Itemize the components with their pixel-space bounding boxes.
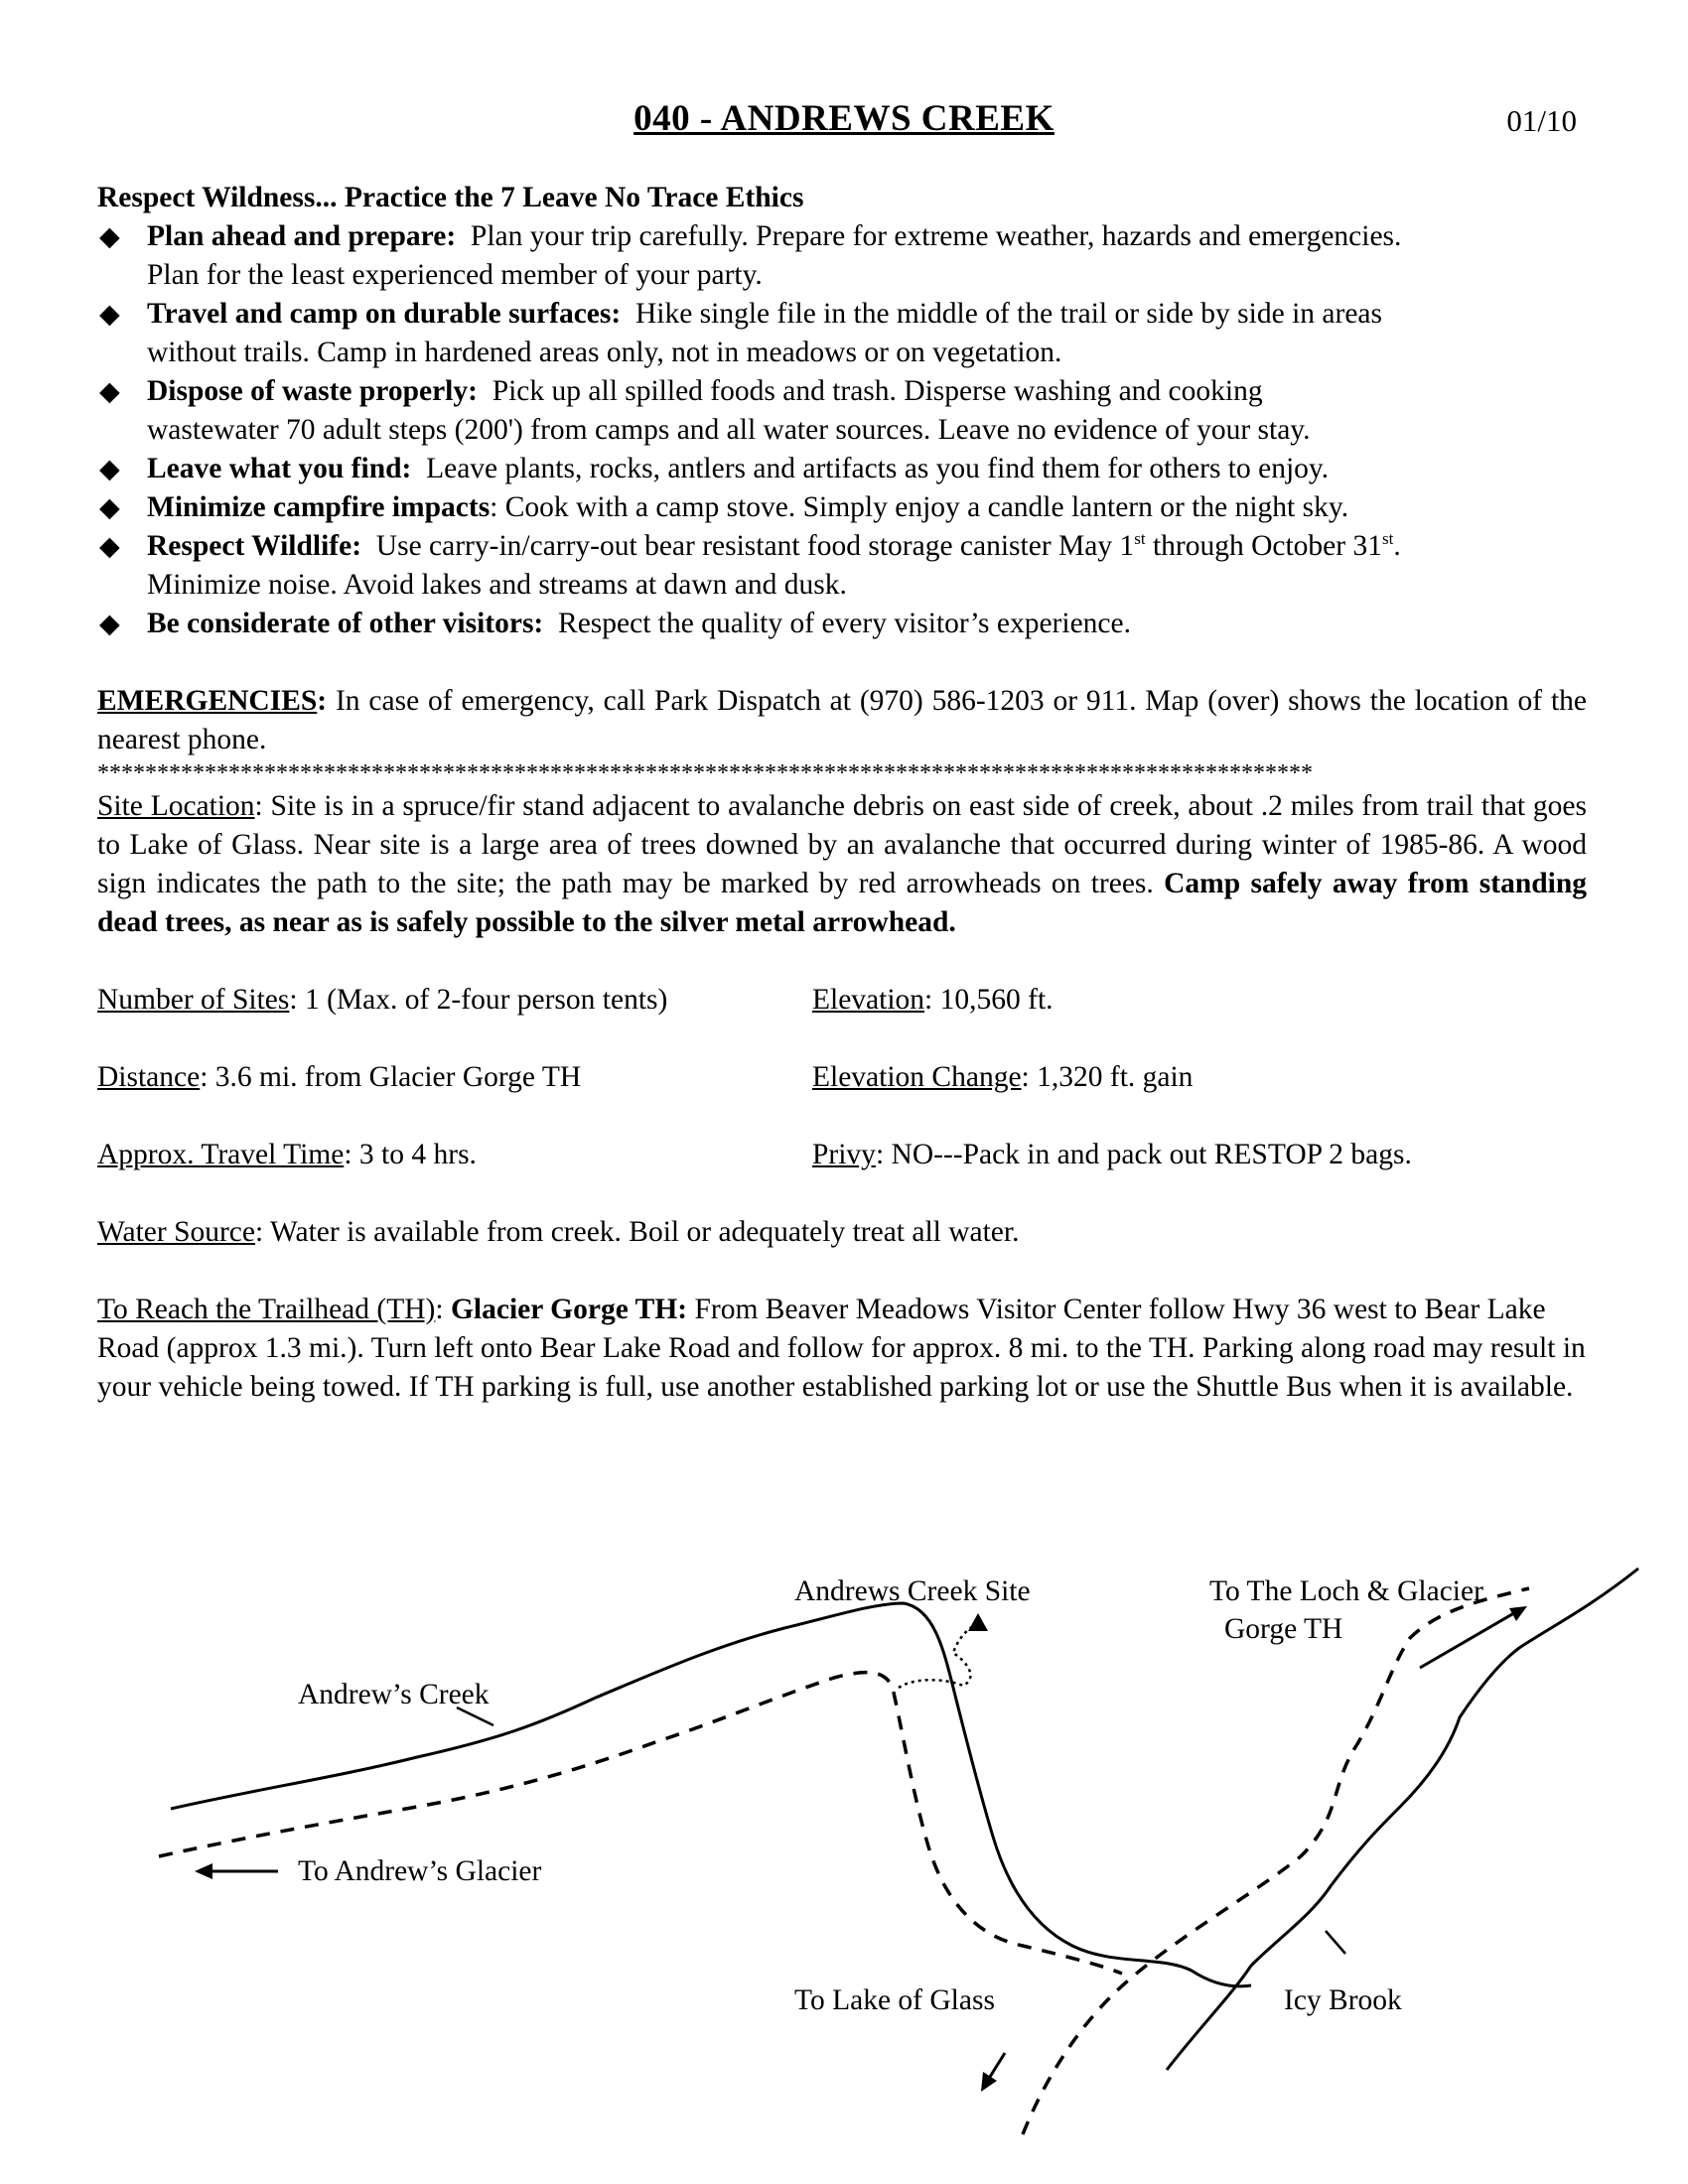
lnt-item-label: Plan ahead and prepare: bbox=[147, 220, 457, 252]
privy-value: : NO---Pack in and pack out RESTOP 2 bags. bbox=[875, 1139, 1412, 1170]
diamond-bullet-icon: ◆ bbox=[99, 221, 120, 251]
campsite-triangle-icon bbox=[968, 1613, 988, 1631]
lnt-list bbox=[97, 217, 1587, 643]
privy-label: Privy bbox=[812, 1139, 876, 1170]
diamond-bullet-icon: ◆ bbox=[99, 376, 120, 406]
travel-time-value: : 3 to 4 hrs. bbox=[344, 1139, 477, 1170]
lnt-item bbox=[97, 450, 1587, 488]
facts-row bbox=[97, 1058, 1587, 1097]
map-label-brook: Icy Brook bbox=[1284, 1984, 1402, 2016]
lnt-item-text-cont: wastewater 70 adult steps (200') from camps and all water sources. Leave no evidence of your stay. bbox=[147, 414, 1311, 446]
emergency-colon: : bbox=[317, 685, 328, 717]
lnt-item bbox=[97, 488, 1587, 527]
site-spur-trail bbox=[899, 1623, 978, 1688]
arrow-left-icon bbox=[195, 1863, 212, 1879]
trail-map bbox=[0, 1529, 1688, 2184]
water-source-paragraph bbox=[97, 1213, 1587, 1252]
page-title: 040 - ANDREWS CREEK bbox=[633, 98, 1055, 139]
trail-map-drawing bbox=[0, 1529, 1688, 2184]
distance-label: Distance bbox=[97, 1061, 201, 1093]
diamond-bullet-icon: ◆ bbox=[99, 609, 120, 638]
site-location-label: Site Location bbox=[97, 790, 255, 822]
diamond-bullet-icon: ◆ bbox=[99, 531, 120, 561]
separator-line: ****************************************************************************************************** bbox=[97, 760, 1313, 786]
lnt-item-text: Plan your trip carefully. Prepare for extreme weather, hazards and emergencies. bbox=[470, 220, 1402, 252]
map-label-site: Andrews Creek Site bbox=[794, 1575, 1031, 1607]
lnt-item-text-mid: through October 31 bbox=[1145, 530, 1382, 562]
diamond-bullet-icon: ◆ bbox=[99, 454, 120, 483]
lnt-item-text-cont: Plan for the least experienced member of your party. bbox=[147, 259, 763, 291]
map-label-glass: To Lake of Glass bbox=[794, 1984, 995, 2016]
lnt-item-label: Leave what you find: bbox=[147, 453, 412, 484]
lnt-item bbox=[97, 527, 1587, 605]
distance-value: : 3.6 mi. from Glacier Gorge TH bbox=[200, 1061, 582, 1093]
lnt-item bbox=[97, 605, 1587, 643]
lnt-item-text: : Cook with a camp stove. Simply enjoy a candle lantern or the night sky. bbox=[490, 491, 1349, 523]
diamond-bullet-icon: ◆ bbox=[99, 492, 120, 522]
revision-date: 01/10 bbox=[1506, 103, 1577, 138]
lnt-item-text: Leave plants, rocks, antlers and artifacts as you find them for others to enjoy. bbox=[426, 453, 1330, 484]
site-location-warning: Camp safely away from standing dead trees, as near as is safely possible to the silver metal arrowhead. bbox=[97, 868, 1588, 938]
lnt-item-text-end: . bbox=[1393, 530, 1401, 562]
lnt-heading: Respect Wildness... Practice the 7 Leave No Trace Ethics bbox=[97, 182, 804, 213]
lnt-item-label: Minimize campfire impacts bbox=[147, 491, 491, 523]
lnt-item-label: Be considerate of other visitors: bbox=[147, 608, 544, 639]
lnt-item bbox=[97, 372, 1587, 450]
lnt-item-text: Use carry-in/carry-out bear resistant food storage canister May 1 bbox=[375, 530, 1135, 562]
trailhead-colon: : bbox=[435, 1294, 451, 1325]
facts-row bbox=[97, 981, 1587, 1020]
elevation-label: Elevation bbox=[812, 984, 925, 1016]
elevation-value: : 10,560 ft. bbox=[924, 984, 1054, 1016]
map-label-creek: Andrew’s Creek bbox=[298, 1679, 490, 1710]
water-source-value: : Water is available from creek. Boil or adequately treat all water. bbox=[254, 1216, 1020, 1248]
arrow-down-left-icon bbox=[981, 2072, 997, 2092]
elevation-change-label: Elevation Change bbox=[812, 1061, 1022, 1093]
andrews-creek-trail bbox=[159, 1673, 1122, 1974]
lnt-item-text-cont: without trails. Camp in hardened areas only, not in meadows or on vegetation. bbox=[147, 337, 1062, 368]
document-body bbox=[97, 179, 1587, 1407]
superscript: st bbox=[1134, 529, 1146, 549]
lnt-item-text: Hike single file in the middle of the trail or side by side in areas bbox=[634, 298, 1382, 330]
brook-leader-line bbox=[1326, 1931, 1345, 1954]
trailhead-paragraph bbox=[97, 1291, 1587, 1407]
main-trail bbox=[1023, 1588, 1529, 2134]
emergency-text: In case of emergency, call Park Dispatch at (970) 586-1203 or 911. Map (over) shows the location of the nearest phone. bbox=[97, 685, 1587, 755]
map-label-glacier: To Andrew’s Glacier bbox=[298, 1855, 542, 1887]
site-location-paragraph bbox=[97, 787, 1587, 942]
facts-row bbox=[97, 1136, 1587, 1174]
lnt-item bbox=[97, 217, 1587, 295]
lnt-item-label: Dispose of waste properly: bbox=[147, 375, 478, 407]
lnt-item-text: Pick up all spilled foods and trash. Disperse washing and cooking bbox=[492, 375, 1263, 407]
sites-value: : 1 (Max. of 2-four person tents) bbox=[289, 984, 668, 1016]
travel-time-label: Approx. Travel Time bbox=[97, 1139, 345, 1170]
lnt-item-text: Respect the quality of every visitor’s experience. bbox=[558, 608, 1131, 639]
map-label-gorge: Gorge TH bbox=[1224, 1613, 1343, 1645]
lnt-item bbox=[97, 295, 1587, 372]
lnt-item-text-cont: Minimize noise. Avoid lakes and streams at dawn and dusk. bbox=[147, 569, 847, 601]
water-source-label: Water Source bbox=[97, 1216, 255, 1248]
site-location-text: : Site is in a spruce/fir stand adjacent to avalanche debris on east side of creek, about .2 miles from trail that goes to Lake of Glass. Near site is a large area of trees downed by an avalanche that occurred during winter of 1985-86. A wood sign indicates the path to the site; the path may be marked by red arrowheads on trees. bbox=[97, 790, 1587, 899]
map-label-loch: To The Loch & Glacier bbox=[1209, 1575, 1483, 1607]
emergency-paragraph bbox=[97, 682, 1587, 759]
lnt-item-label: Travel and camp on durable surfaces: bbox=[147, 298, 622, 330]
trailhead-label: To Reach the Trailhead (TH) bbox=[97, 1294, 436, 1325]
andrews-creek-stream bbox=[171, 1603, 1251, 1986]
trailhead-name: Glacier Gorge TH: bbox=[450, 1294, 688, 1325]
elevation-change-value: : 1,320 ft. gain bbox=[1021, 1061, 1194, 1093]
diamond-bullet-icon: ◆ bbox=[99, 299, 120, 329]
lnt-item-label: Respect Wildlife: bbox=[147, 530, 362, 562]
trailhead-text: From Beaver Meadows Visitor Center follow Hwy 36 west to Bear Lake Road (approx 1.3 mi.). Turn left onto Bear Lake Road and follow for approx. 8 mi. to the TH. Parking along road may result in your vehicle being towed. If TH parking is full, use another established parking lot or use the Shuttle Bus when it is available. bbox=[97, 1294, 1586, 1403]
sites-label: Number of Sites bbox=[97, 984, 290, 1016]
emergency-label: EMERGENCIES bbox=[97, 685, 318, 717]
superscript: st bbox=[1381, 529, 1394, 549]
